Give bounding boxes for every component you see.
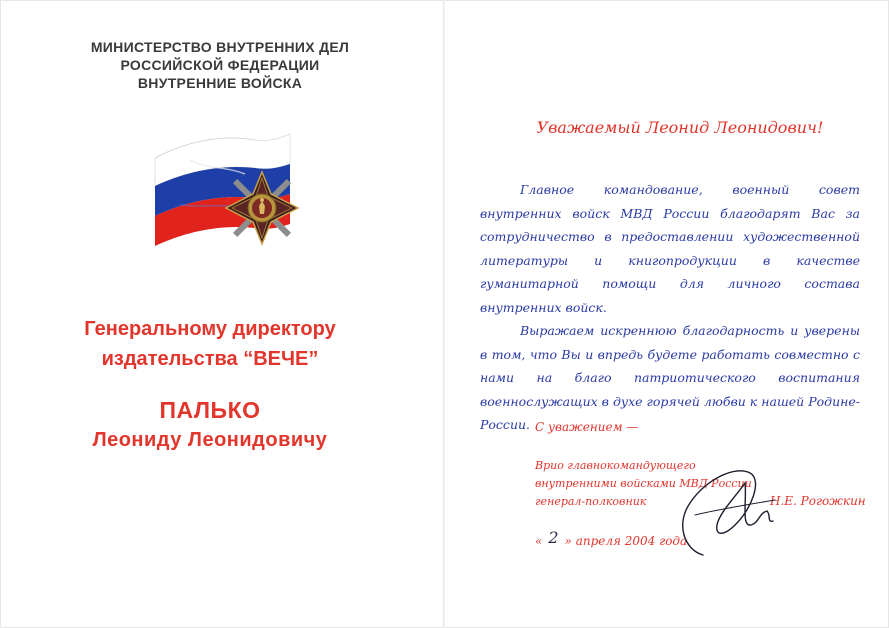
date-day: 2 bbox=[548, 528, 559, 547]
ministry-line-3: ВНУТРЕННИЕ ВОЙСКА bbox=[137, 75, 303, 91]
ministry-line-1: МИНИСТЕРСТВО ВНУТРЕННИХ ДЕЛ bbox=[90, 39, 350, 55]
recipient-surname: ПАЛЬКО bbox=[159, 397, 261, 423]
date-month-year: апреля 2004 года bbox=[575, 534, 688, 548]
right-page bbox=[445, 0, 889, 628]
left-page bbox=[0, 0, 443, 628]
signer-rank: генерал-полковник bbox=[535, 495, 647, 508]
recipient-title-line-1: Генеральному директору bbox=[84, 318, 336, 340]
signer-name: Н.Е. Рогожкин bbox=[770, 494, 866, 508]
signer-position-line-1: Врио главнокомандующего bbox=[535, 459, 696, 472]
recipient-title bbox=[40, 314, 380, 374]
greeting: Уважаемый Леонид Леонидович! bbox=[536, 118, 824, 137]
date-open-quote: « bbox=[535, 534, 543, 548]
recipient-given-names: Леониду Леонидовичу bbox=[92, 429, 328, 451]
letter-paragraph-1: Главное командование, военный совет внутренних войск МВД России благодарят Вас за сотрудничество в предоставлении художественной литературы и книгопродукции в качестве гуманитарной помощи для личного состава внутренних войск. bbox=[480, 182, 860, 315]
ministry-line-2: РОССИЙСКОЙ ФЕДЕРАЦИИ bbox=[120, 57, 320, 73]
recipient-title-line-2: издательства “ВЕЧЕ” bbox=[101, 348, 319, 370]
russian-flag-with-order-cross-icon bbox=[150, 130, 310, 255]
letter-paragraph-2: Выражаем искреннюю благодарность и уверены в том, что Вы и впредь будете работать совместно с нами на благо патриотического воспитания военнослужащих в духе горячей любви к нашей Родине- России. bbox=[480, 323, 860, 432]
date-close-quote: » bbox=[564, 534, 572, 548]
closing-regards: С уважением — bbox=[535, 420, 639, 434]
letter-body bbox=[480, 178, 860, 437]
signer-position-line-2: внутренними войсками МВД России bbox=[535, 477, 752, 490]
handwritten-signature-icon bbox=[655, 455, 785, 565]
ministry-heading bbox=[40, 38, 400, 92]
